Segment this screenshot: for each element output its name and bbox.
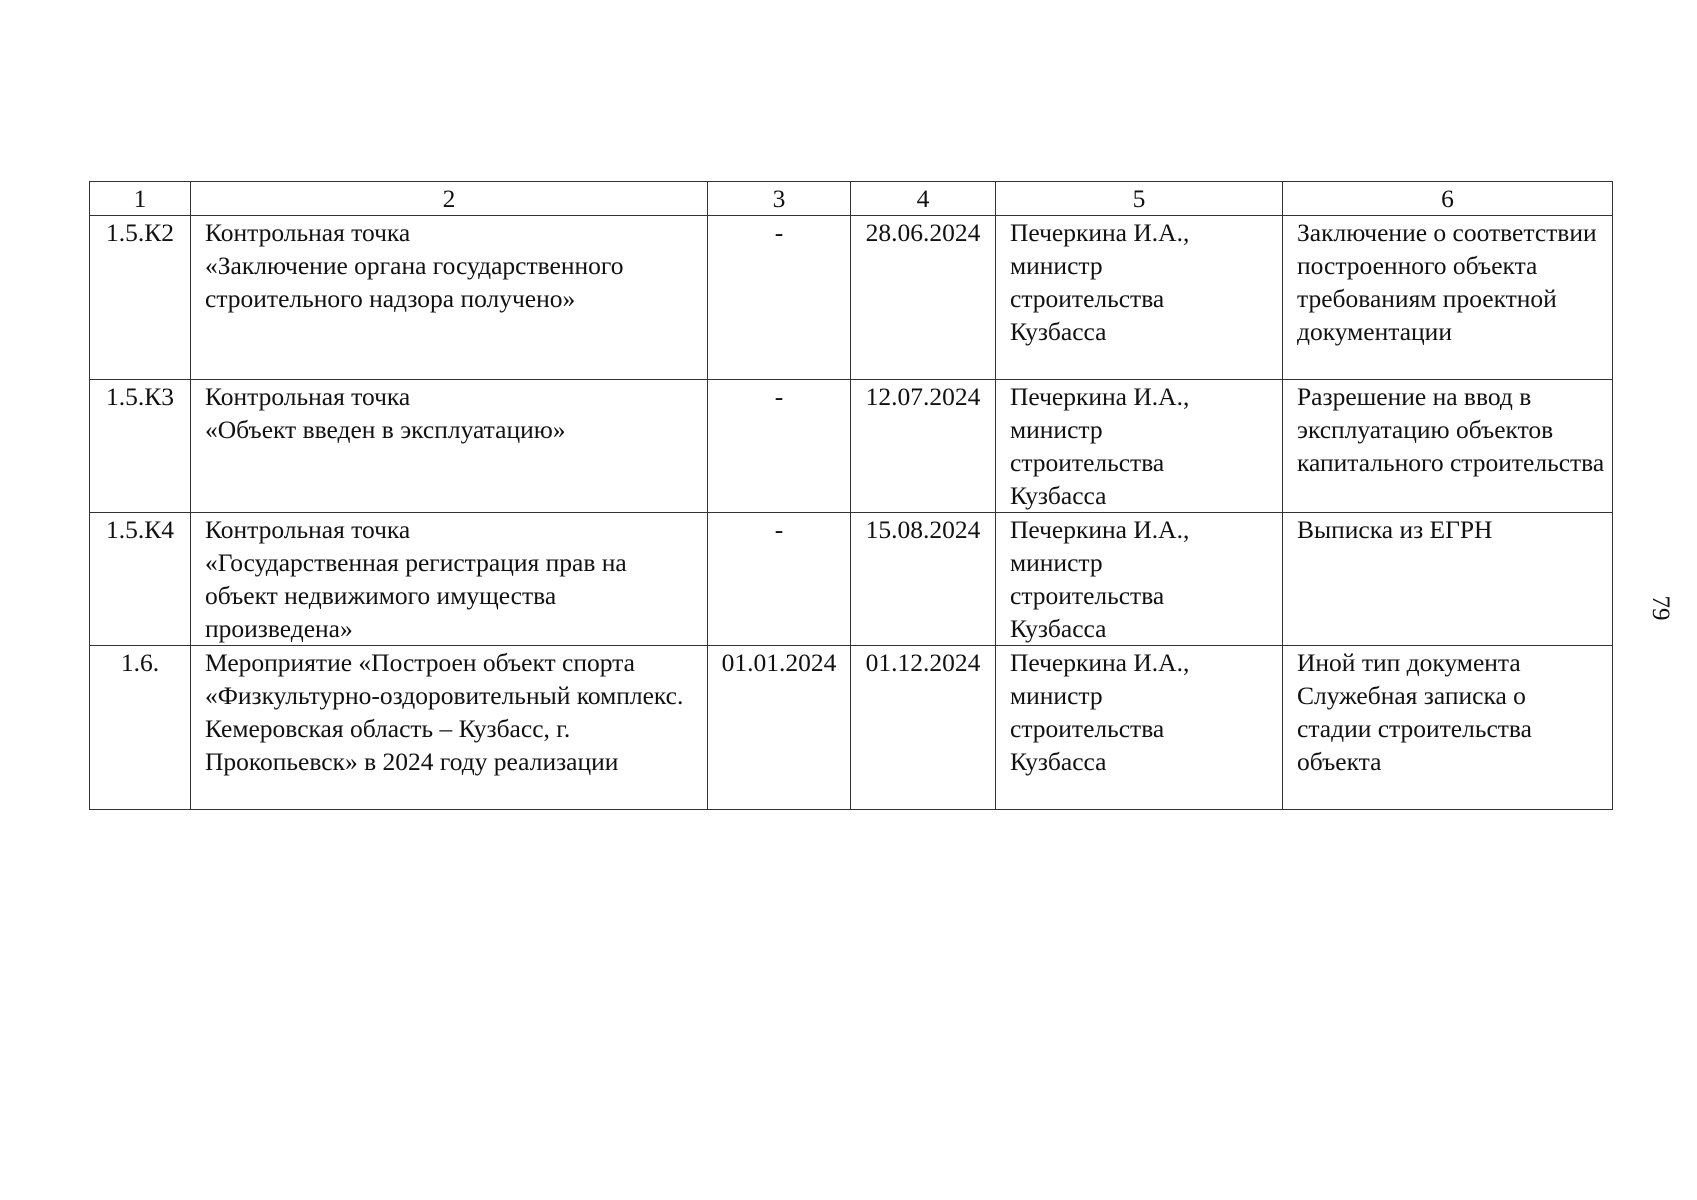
row-responsible: Печеркина И.А., министр строительства Кузбасса <box>996 646 1283 810</box>
row-document: Выписка из ЕГРН <box>1283 513 1613 646</box>
table-header-row <box>90 182 1613 216</box>
header-col-4: 4 <box>851 182 996 216</box>
row-start-date: 01.01.2024 <box>708 646 851 810</box>
table-row <box>90 216 1613 380</box>
row-end-date: 01.12.2024 <box>851 646 996 810</box>
row-name: Контрольная точка «Заключение органа государственного строительного надзора получено» <box>191 216 708 380</box>
header-col-1: 1 <box>90 182 191 216</box>
row-end-date: 15.08.2024 <box>851 513 996 646</box>
control-points-table <box>89 181 1613 810</box>
header-col-3: 3 <box>708 182 851 216</box>
row-document: Разрешение на ввод в эксплуатацию объектов капитального строительства <box>1283 380 1613 513</box>
header-col-6: 6 <box>1283 182 1613 216</box>
row-document: Заключение о соответствии построенного объекта требованиям проектной документации <box>1283 216 1613 380</box>
row-number: 1.5.К2 <box>90 216 191 380</box>
row-start-date: - <box>708 216 851 380</box>
row-name: Мероприятие «Построен объект спорта «Физкультурно-оздоровительный комплекс. Кемеровская область – Кузбасс, г. Прокопьевск» в 2024 году реализации <box>191 646 708 810</box>
header-col-2: 2 <box>191 182 708 216</box>
page-number: 79 <box>1647 595 1674 621</box>
row-end-date: 12.07.2024 <box>851 380 996 513</box>
row-start-date: - <box>708 513 851 646</box>
row-number: 1.5.К4 <box>90 513 191 646</box>
row-number: 1.6. <box>90 646 191 810</box>
row-end-date: 28.06.2024 <box>851 216 996 380</box>
table-row <box>90 380 1613 513</box>
row-name: Контрольная точка «Государственная регистрация прав на объект недвижимого имущества произведена» <box>191 513 708 646</box>
row-document: Иной тип документа Служебная записка о стадии строительства объекта <box>1283 646 1613 810</box>
row-name: Контрольная точка «Объект введен в эксплуатацию» <box>191 380 708 513</box>
header-col-5: 5 <box>996 182 1283 216</box>
table-row <box>90 646 1613 810</box>
row-number: 1.5.К3 <box>90 380 191 513</box>
row-responsible: Печеркина И.А., министр строительства Кузбасса <box>996 513 1283 646</box>
row-start-date: - <box>708 380 851 513</box>
row-responsible: Печеркина И.А., министр строительства Кузбасса <box>996 216 1283 380</box>
table-row <box>90 513 1613 646</box>
row-responsible: Печеркина И.А., министр строительства Кузбасса <box>996 380 1283 513</box>
